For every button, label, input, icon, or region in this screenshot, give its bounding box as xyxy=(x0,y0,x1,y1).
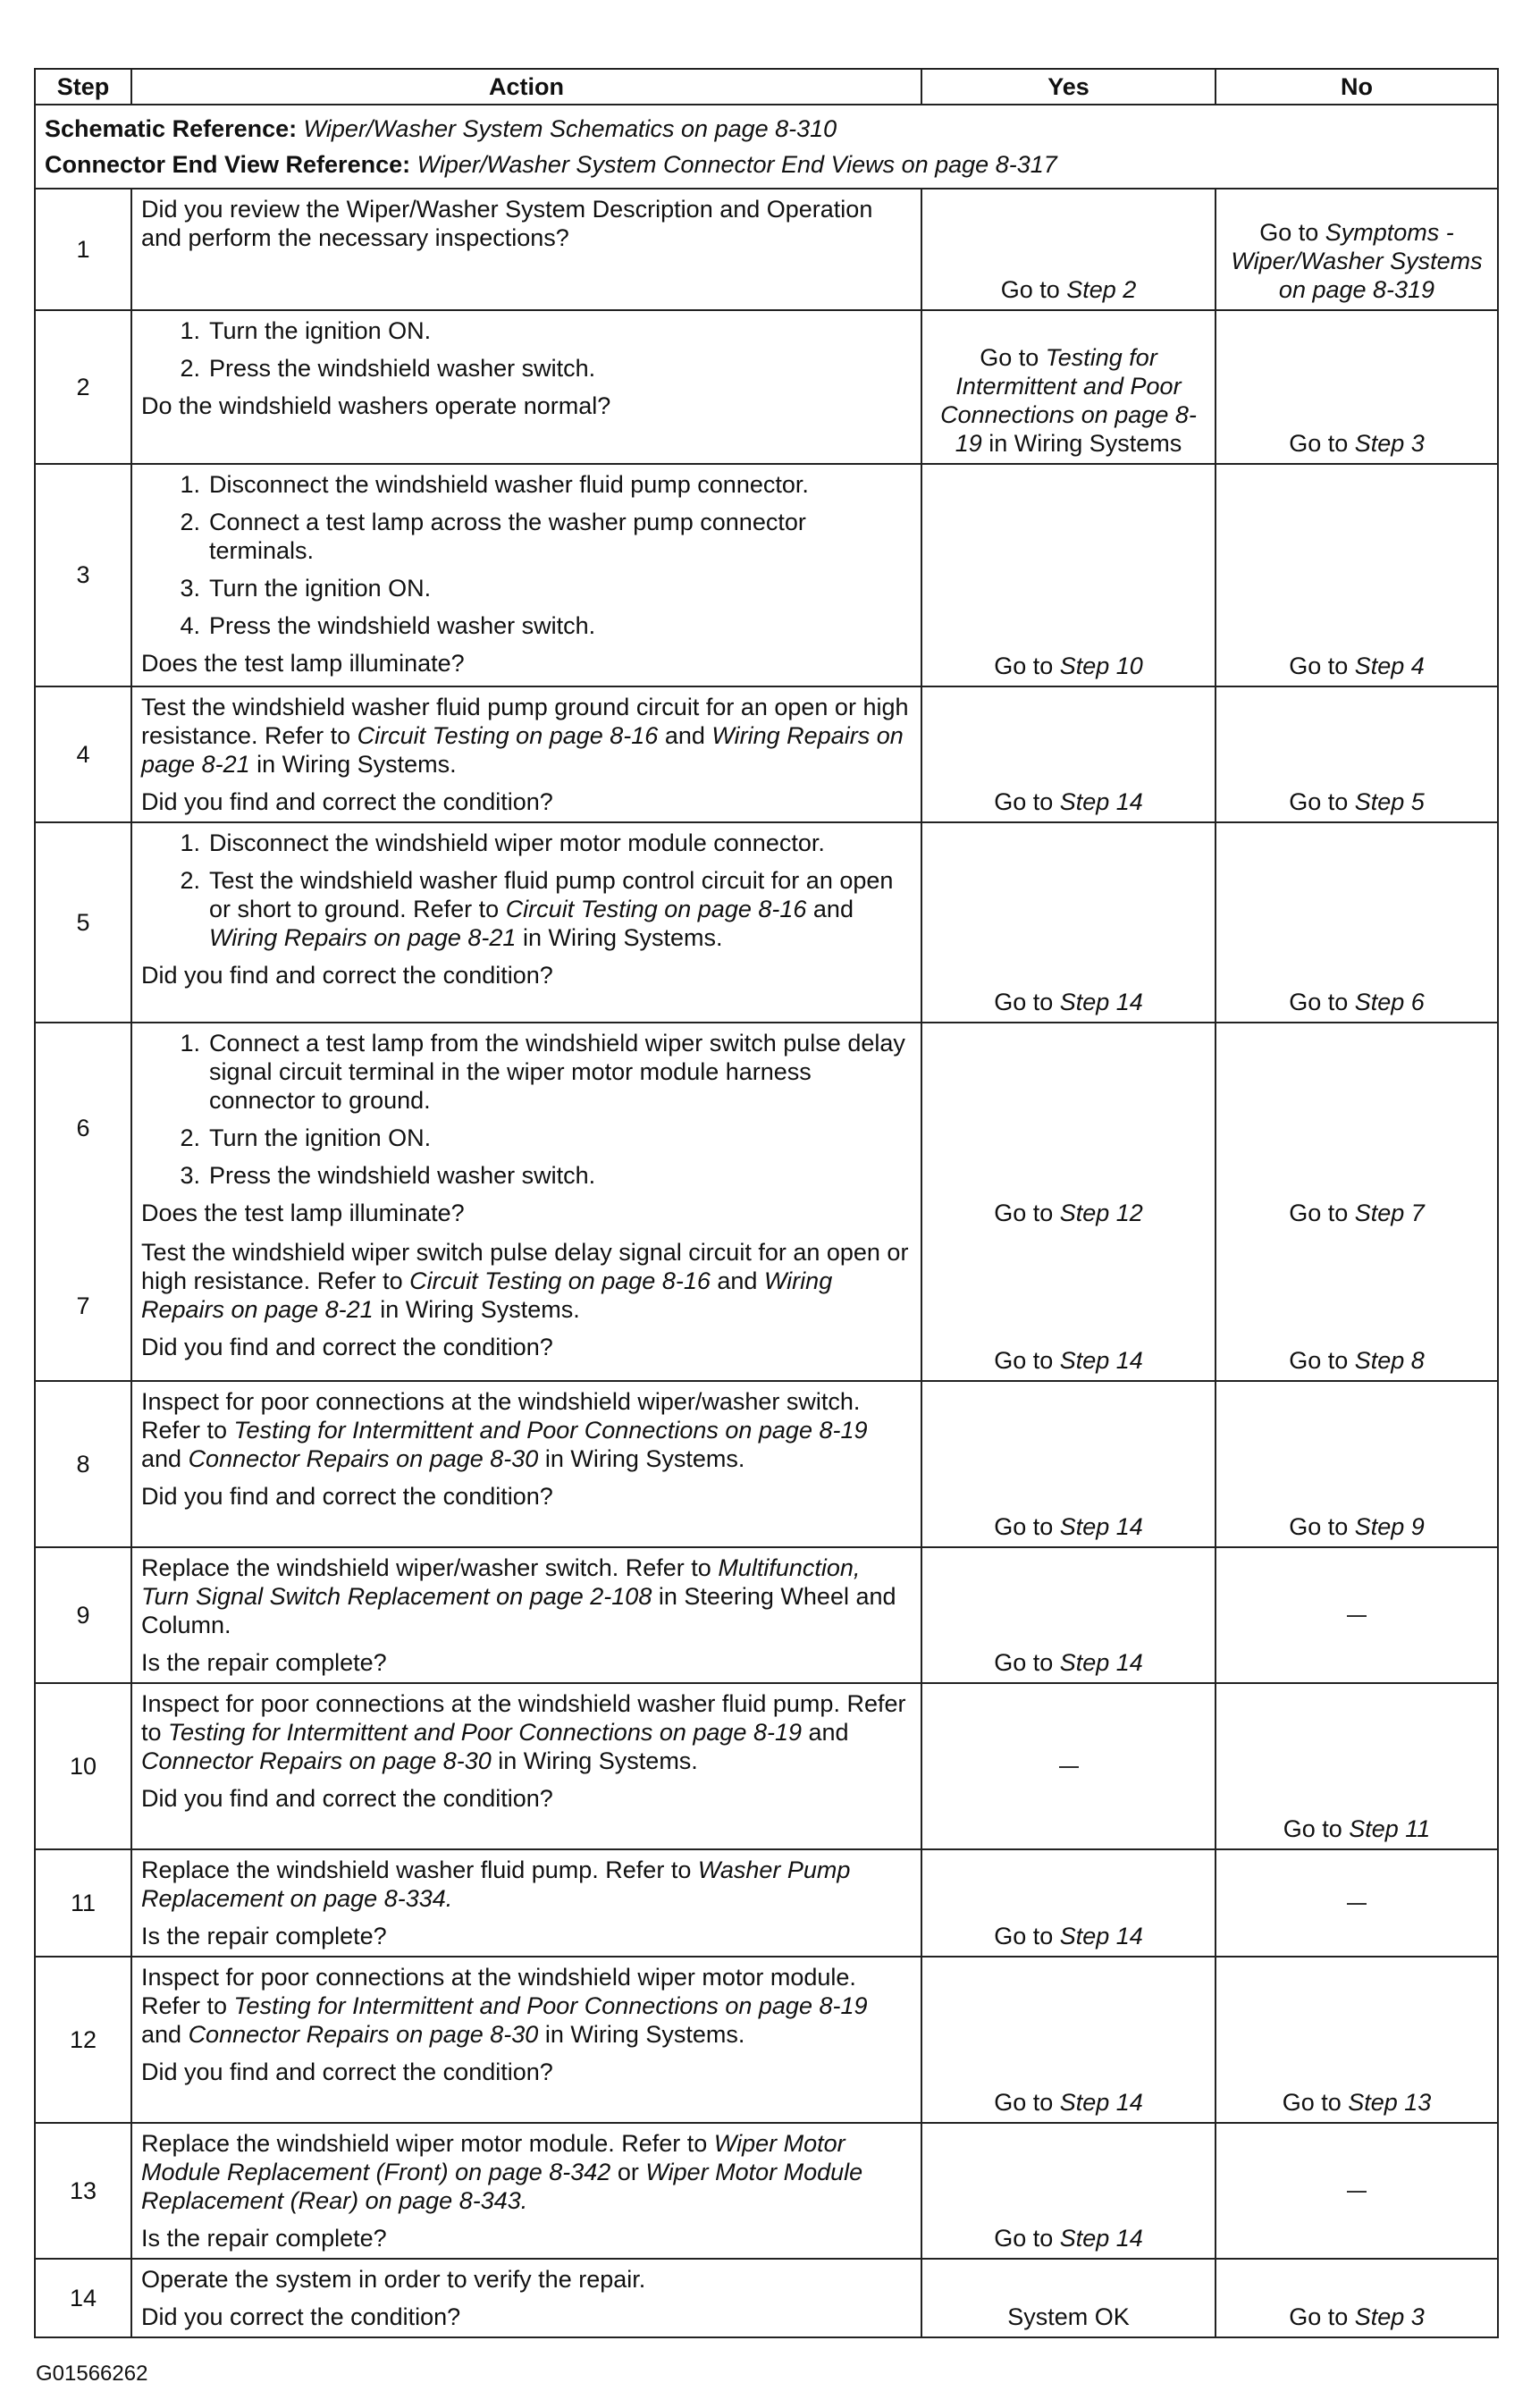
substep-text xyxy=(209,1124,910,1152)
header-row xyxy=(35,69,1498,105)
step-number: 8 xyxy=(35,1381,131,1547)
substep-text xyxy=(209,1161,910,1190)
figure-id: G01566262 xyxy=(36,2362,148,2386)
step-number: 5 xyxy=(35,822,131,1023)
action-text: Did you find and correct the condition? xyxy=(141,1483,553,1510)
action-cell xyxy=(131,464,921,686)
no-cell[interactable] xyxy=(1216,464,1498,686)
action-text: and xyxy=(710,1267,764,1294)
yes-cell[interactable] xyxy=(921,686,1216,822)
action-paragraph xyxy=(141,649,910,678)
no-cell[interactable] xyxy=(1216,1023,1498,1233)
action-paragraph xyxy=(141,1856,910,1913)
yes-result-text: Go to xyxy=(994,1923,1060,1949)
no-result-text: Go to xyxy=(1283,1815,1350,1842)
no-result-text: Go to xyxy=(1289,653,1355,679)
no-result-text: Go to xyxy=(1289,788,1355,815)
action-text: in Wiring Systems. xyxy=(538,1445,745,1472)
action-ref-link[interactable]: Connector Repairs on page 8-30 xyxy=(188,1445,539,1472)
action-substep xyxy=(164,354,910,383)
action-substep xyxy=(164,829,910,857)
action-paragraph xyxy=(141,1199,910,1227)
yes-cell[interactable] xyxy=(921,189,1216,310)
substep-text: Turn the ignition ON. xyxy=(209,575,432,602)
no-result-ref-link[interactable]: Step 11 xyxy=(1349,1815,1431,1842)
action-text: and xyxy=(658,722,712,749)
no-dash xyxy=(1347,1903,1367,1905)
action-ref-link[interactable]: Circuit Testing on page 8-16 xyxy=(409,1267,711,1294)
substep-text xyxy=(209,1029,910,1115)
action-text: in Wiring Systems. xyxy=(538,2021,745,2048)
step-number: 6 xyxy=(35,1023,131,1233)
action-text: Did you correct the condition? xyxy=(141,2303,461,2330)
substep-text xyxy=(209,866,910,952)
schematic-reference xyxy=(45,111,1488,147)
yes-cell[interactable] xyxy=(921,310,1216,464)
yes-result-ref-link[interactable]: Step 14 xyxy=(1059,1649,1143,1676)
yes-result-text: Go to xyxy=(994,1513,1060,1540)
substep-number: 4. xyxy=(180,612,200,639)
step-number: 2 xyxy=(35,310,131,464)
no-result-ref-link[interactable]: Step 8 xyxy=(1354,1347,1425,1374)
yes-result-ref-link[interactable]: Step 14 xyxy=(1059,1923,1143,1949)
table-row xyxy=(35,1957,1498,2123)
action-text: Replace the windshield washer fluid pump. Refer to xyxy=(141,1857,698,1883)
yes-result-ref-link[interactable]: Step 14 xyxy=(1059,2225,1143,2252)
reference-row xyxy=(35,105,1498,189)
no-result-ref-link[interactable]: Step 3 xyxy=(1354,430,1425,457)
action-cell xyxy=(131,1233,921,1381)
substep-ref-link[interactable]: Circuit Testing on page 8-16 xyxy=(505,896,807,922)
action-cell xyxy=(131,1683,921,1849)
substep-number: 1. xyxy=(180,829,200,856)
action-cell xyxy=(131,2123,921,2259)
action-ref-link[interactable]: Testing for Intermittent and Poor Connections on page 8-19 xyxy=(233,1992,868,2019)
substep-number: 2. xyxy=(180,1124,200,1151)
substep-text: Press the windshield washer switch. xyxy=(209,1162,596,1189)
substep-text xyxy=(209,508,910,565)
substep-text: Press the windshield washer switch. xyxy=(209,355,596,382)
action-ref-link[interactable]: Testing for Intermittent and Poor Connections on page 8-19 xyxy=(233,1417,868,1444)
step-number: 14 xyxy=(35,2259,131,2337)
yes-result-ref-link[interactable]: Step 14 xyxy=(1059,2089,1143,2116)
action-ref-link[interactable]: Wiper Motor Module Replacement (Rear) on page 8-343. xyxy=(141,2159,863,2214)
action-paragraph xyxy=(141,2129,910,2215)
schematic-reference-link[interactable]: Wiper/Washer System Schematics on page 8-310 xyxy=(303,115,837,142)
step-number: 13 xyxy=(35,2123,131,2259)
action-substep xyxy=(164,1124,910,1152)
action-substep xyxy=(164,1029,910,1115)
no-cell[interactable] xyxy=(1216,2123,1498,2259)
reference-cell xyxy=(35,105,1498,189)
action-substep xyxy=(164,470,910,499)
action-paragraph xyxy=(141,2058,910,2086)
yes-cell[interactable] xyxy=(921,1547,1216,1683)
substep-number: 3. xyxy=(180,575,200,602)
yes-result-ref-link[interactable]: Testing for Intermittent and Poor Connections on page 8-19 xyxy=(940,344,1197,457)
substep-number: 1. xyxy=(180,1030,200,1057)
header-no: No xyxy=(1216,69,1498,105)
substep-text: Connect a test lamp from the windshield wiper switch pulse delay signal circuit terminal in the wiper motor module harness connector to ground. xyxy=(209,1030,905,1114)
yes-cell[interactable] xyxy=(921,1023,1216,1233)
action-cell xyxy=(131,1381,921,1547)
substep-number: 1. xyxy=(180,317,200,344)
action-text: Replace the windshield wiper/washer switch. Refer to xyxy=(141,1554,719,1581)
no-cell[interactable] xyxy=(1216,189,1498,310)
substep-text xyxy=(209,829,910,857)
action-paragraph xyxy=(141,2303,910,2331)
step-number: 9 xyxy=(35,1547,131,1683)
table-row xyxy=(35,310,1498,464)
action-text: in Wiring Systems. xyxy=(491,1747,698,1774)
action-paragraph xyxy=(141,2265,910,2294)
yes-result-ref-link[interactable]: Step 10 xyxy=(1059,653,1143,679)
yes-cell[interactable] xyxy=(921,1957,1216,2123)
substep-ref-link[interactable]: Wiring Repairs on page 8-21 xyxy=(209,924,517,951)
yes-result-text: in Wiring Systems xyxy=(981,430,1182,457)
step-number: 1 xyxy=(35,189,131,310)
no-result-ref-link[interactable]: Step 5 xyxy=(1354,788,1425,815)
no-result-text: Go to xyxy=(1289,989,1355,1015)
yes-dash xyxy=(1059,1766,1079,1768)
action-text: in Wiring Systems. xyxy=(249,751,457,778)
action-text: or xyxy=(610,2159,646,2185)
yes-cell[interactable] xyxy=(921,1233,1216,1381)
no-cell[interactable] xyxy=(1216,1233,1498,1381)
table-row xyxy=(35,1547,1498,1683)
no-result-ref-link[interactable]: Step 3 xyxy=(1354,2303,1425,2330)
header-yes: Yes xyxy=(921,69,1216,105)
action-substep xyxy=(164,1161,910,1190)
no-cell[interactable] xyxy=(1216,1957,1498,2123)
action-text: Did you find and correct the condition? xyxy=(141,1334,553,1360)
action-cell xyxy=(131,1957,921,2123)
action-text: Does the test lamp illuminate? xyxy=(141,650,465,677)
action-paragraph xyxy=(141,1922,910,1950)
no-result-text: Go to xyxy=(1259,219,1325,246)
yes-cell[interactable] xyxy=(921,2259,1216,2337)
action-text: and xyxy=(141,2021,189,2048)
action-text: Do the windshield washers operate normal? xyxy=(141,392,611,419)
action-text: Did you review the Wiper/Washer System Description and Operation and perform the necessary inspections? xyxy=(141,196,873,251)
no-result-text: Go to xyxy=(1289,1513,1355,1540)
yes-result-ref-link[interactable]: Step 12 xyxy=(1059,1200,1143,1226)
action-text: Did you find and correct the condition? xyxy=(141,2059,553,2085)
yes-result-ref-link[interactable]: Step 14 xyxy=(1059,989,1143,1015)
action-text: and xyxy=(141,1445,189,1472)
substep-text xyxy=(209,611,910,640)
yes-cell[interactable] xyxy=(921,1683,1216,1849)
action-ref-link[interactable]: Wiring Repairs on page 8-21 xyxy=(141,722,904,778)
action-text: Replace the windshield wiper motor module. Refer to xyxy=(141,2130,714,2157)
no-result-text: Go to xyxy=(1289,430,1355,457)
substep-text: and xyxy=(806,896,854,922)
action-substep xyxy=(164,611,910,640)
action-ref-link[interactable]: Connector Repairs on page 8-30 xyxy=(141,1747,492,1774)
yes-cell[interactable] xyxy=(921,1849,1216,1957)
action-cell xyxy=(131,2259,921,2337)
action-substep xyxy=(164,508,910,565)
yes-result-text: Go to xyxy=(980,344,1046,371)
action-paragraph xyxy=(141,1784,910,1813)
no-cell[interactable] xyxy=(1216,1849,1498,1957)
step-number: 3 xyxy=(35,464,131,686)
no-cell[interactable] xyxy=(1216,2259,1498,2337)
action-paragraph xyxy=(141,787,910,816)
action-text: and xyxy=(801,1719,849,1746)
no-result-text: Go to xyxy=(1289,1200,1355,1226)
yes-result-text: Go to xyxy=(994,1649,1060,1676)
action-paragraph xyxy=(141,1387,910,1473)
substep-text xyxy=(209,470,910,499)
substep-text xyxy=(209,316,910,345)
action-paragraph xyxy=(141,392,910,420)
action-text: Is the repair complete? xyxy=(141,2225,387,2252)
action-text: Test the windshield washer fluid pump ground circuit for an open or high resistance. Refer to xyxy=(141,694,909,749)
step-number: 4 xyxy=(35,686,131,822)
no-cell[interactable] xyxy=(1216,310,1498,464)
header-step: Step xyxy=(35,69,131,105)
no-dash xyxy=(1347,1615,1367,1617)
step-number: 11 xyxy=(35,1849,131,1957)
yes-result-text: System OK xyxy=(1007,2303,1130,2330)
diagnostic-table xyxy=(34,68,1499,2338)
no-result-ref-link[interactable]: Step 4 xyxy=(1354,653,1425,679)
substep-number: 2. xyxy=(180,355,200,382)
no-result-ref-link[interactable]: Symptoms - Wiper/Washer Systems on page 8-319 xyxy=(1231,219,1483,303)
yes-result-text: Go to xyxy=(1000,276,1067,303)
step-number: 7 xyxy=(35,1233,131,1381)
action-ref-link[interactable]: Testing for Intermittent and Poor Connections on page 8-19 xyxy=(168,1719,802,1746)
action-paragraph xyxy=(141,2224,910,2252)
table-row xyxy=(35,2123,1498,2259)
header-action: Action xyxy=(131,69,921,105)
yes-result-ref-link[interactable]: Step 14 xyxy=(1059,1347,1143,1374)
action-text: Inspect for poor connections at the windshield wiper motor module. Refer to xyxy=(141,1964,856,2019)
action-cell xyxy=(131,1849,921,1957)
table-row xyxy=(35,1381,1498,1547)
table-row xyxy=(35,1849,1498,1957)
action-text: in Wiring Systems. xyxy=(373,1296,580,1323)
yes-result-ref-link[interactable]: Step 2 xyxy=(1066,276,1137,303)
substep-text: Test the windshield washer fluid pump control circuit for an open or short to ground. Refer to xyxy=(209,867,894,922)
yes-result-ref-link[interactable]: Step 14 xyxy=(1059,788,1143,815)
action-text: Does the test lamp illuminate? xyxy=(141,1200,465,1226)
yes-result-text: Go to xyxy=(994,653,1060,679)
yes-cell[interactable] xyxy=(921,2123,1216,2259)
action-substep xyxy=(164,866,910,952)
action-ref-link[interactable]: Wiring Repairs on page 8-21 xyxy=(141,1267,833,1323)
no-cell[interactable] xyxy=(1216,822,1498,1023)
yes-result-ref-link[interactable]: Step 14 xyxy=(1059,1513,1143,1540)
connector-reference-label: Connector End View Reference: xyxy=(45,151,411,178)
action-text: Operate the system in order to verify the repair. xyxy=(141,2266,646,2293)
no-cell[interactable] xyxy=(1216,1547,1498,1683)
substep-number: 3. xyxy=(180,1162,200,1189)
connector-reference-link[interactable]: Wiper/Washer System Connector End Views on page 8-317 xyxy=(416,151,1057,178)
action-text: Inspect for poor connections at the windshield washer fluid pump. Refer to xyxy=(141,1690,906,1746)
yes-result-text: Go to xyxy=(994,2225,1060,2252)
substep-text: in Wiring Systems. xyxy=(516,924,723,951)
action-paragraph xyxy=(141,961,910,989)
no-dash xyxy=(1347,2191,1367,2193)
substep-text: Turn the ignition ON. xyxy=(209,1124,432,1151)
action-paragraph xyxy=(141,1689,910,1775)
no-result-ref-link[interactable]: Step 7 xyxy=(1354,1200,1425,1226)
action-text: Inspect for poor connections at the windshield wiper/washer switch. Refer to xyxy=(141,1388,861,1444)
no-result-text: Go to xyxy=(1289,1347,1355,1374)
table-row xyxy=(35,464,1498,686)
action-paragraph xyxy=(141,1238,910,1324)
action-text: in Steering Wheel and Column. xyxy=(141,1583,896,1638)
table-row xyxy=(35,189,1498,310)
no-cell[interactable] xyxy=(1216,686,1498,822)
substep-text: Press the windshield washer switch. xyxy=(209,612,596,639)
action-text: Is the repair complete? xyxy=(141,1923,387,1949)
action-cell xyxy=(131,189,921,310)
substep-text: Disconnect the windshield wiper motor module connector. xyxy=(209,829,825,856)
action-ref-link[interactable]: Wiper Motor Module Replacement (Front) on page 8-342 xyxy=(141,2130,845,2185)
action-text: Test the windshield wiper switch pulse delay signal circuit for an open or high resistance. Refer to xyxy=(141,1239,909,1294)
yes-cell[interactable] xyxy=(921,822,1216,1023)
action-substep xyxy=(164,574,910,602)
substep-number: 2. xyxy=(180,509,200,535)
no-result-text: Go to xyxy=(1282,2089,1349,2116)
substep-number: 2. xyxy=(180,867,200,894)
yes-result-text: Go to xyxy=(994,788,1060,815)
table-row xyxy=(35,1023,1498,1233)
schematic-reference-label: Schematic Reference: xyxy=(45,115,298,142)
action-ref-link[interactable]: Circuit Testing on page 8-16 xyxy=(357,722,659,749)
action-paragraph xyxy=(141,1648,910,1677)
action-paragraph xyxy=(141,1963,910,2049)
substep-text xyxy=(209,354,910,383)
action-cell xyxy=(131,822,921,1023)
substep-number: 1. xyxy=(180,471,200,498)
action-ref-link[interactable]: Multifunction, Turn Signal Switch Replacement on page 2-108 xyxy=(141,1554,861,1610)
action-text: Did you find and correct the condition? xyxy=(141,788,553,815)
action-cell xyxy=(131,1023,921,1233)
no-result-ref-link[interactable]: Step 9 xyxy=(1354,1513,1425,1540)
step-number: 12 xyxy=(35,1957,131,2123)
yes-result-text: Go to xyxy=(994,989,1060,1015)
yes-result-text: Go to xyxy=(994,2089,1060,2116)
action-paragraph xyxy=(141,693,910,779)
yes-cell[interactable] xyxy=(921,464,1216,686)
table-row xyxy=(35,1233,1498,1381)
action-ref-link[interactable]: Connector Repairs on page 8-30 xyxy=(188,2021,539,2048)
step-number: 10 xyxy=(35,1683,131,1849)
action-paragraph xyxy=(141,195,910,252)
action-substep xyxy=(164,316,910,345)
action-paragraph xyxy=(141,1553,910,1639)
no-cell[interactable] xyxy=(1216,1381,1498,1547)
yes-cell[interactable] xyxy=(921,1381,1216,1547)
action-paragraph xyxy=(141,1482,910,1511)
action-cell xyxy=(131,1547,921,1683)
substep-text: Disconnect the windshield washer fluid pump connector. xyxy=(209,471,809,498)
action-paragraph xyxy=(141,1333,910,1361)
action-text: Did you find and correct the condition? xyxy=(141,962,553,989)
table-row xyxy=(35,822,1498,1023)
no-cell[interactable] xyxy=(1216,1683,1498,1849)
substep-text: Turn the ignition ON. xyxy=(209,317,432,344)
table-row xyxy=(35,686,1498,822)
no-result-text: Go to xyxy=(1289,2303,1355,2330)
substep-text xyxy=(209,574,910,602)
yes-result-text: Go to xyxy=(994,1347,1060,1374)
connector-reference xyxy=(45,147,1488,182)
table-row xyxy=(35,2259,1498,2337)
action-ref-link[interactable]: Washer Pump Replacement on page 8-334. xyxy=(141,1857,851,1912)
yes-result-text: Go to xyxy=(994,1200,1060,1226)
table-row xyxy=(35,1683,1498,1849)
action-text: Did you find and correct the condition? xyxy=(141,1785,553,1812)
action-cell xyxy=(131,310,921,464)
substep-text: Connect a test lamp across the washer pump connector terminals. xyxy=(209,509,806,564)
action-text: Is the repair complete? xyxy=(141,1649,387,1676)
no-result-ref-link[interactable]: Step 13 xyxy=(1348,2089,1432,2116)
action-cell xyxy=(131,686,921,822)
no-result-ref-link[interactable]: Step 6 xyxy=(1354,989,1425,1015)
